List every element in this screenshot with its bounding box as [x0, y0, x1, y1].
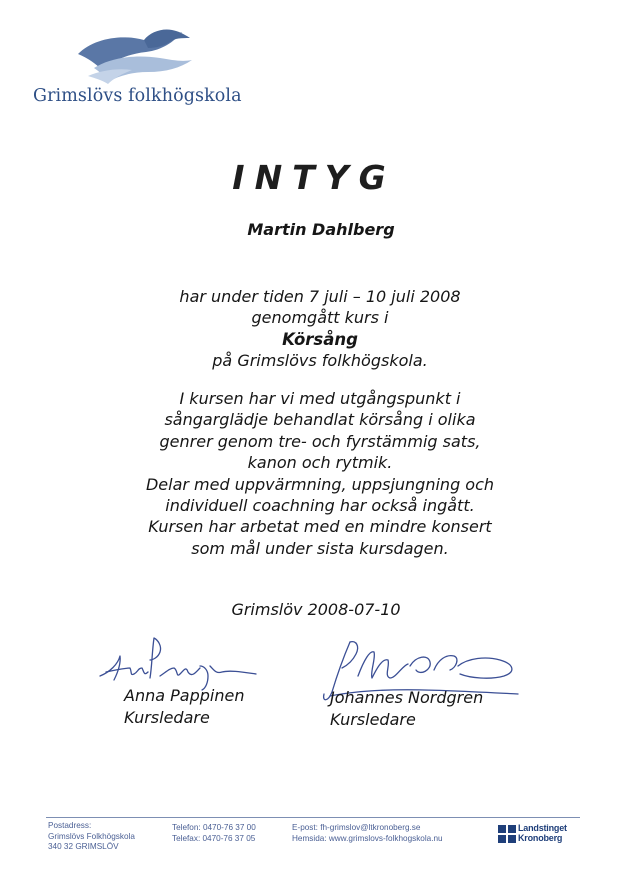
address-line-1: Grimslövs Folkhögskola	[48, 831, 135, 841]
description-line: sångarglädje behandlat körsång i olika	[164, 410, 476, 430]
county-logo-line-2: Kronoberg	[518, 832, 563, 843]
signatory-2-name: Johannes Nordgren	[330, 688, 484, 707]
intro-line: genomgått kurs i	[251, 308, 389, 328]
certificate-title: INTYG	[232, 158, 396, 197]
description-line: som mål under sista kursdagen.	[191, 538, 449, 558]
school-name: Grimslövs folkhögskola	[33, 86, 242, 106]
course-name: Körsång	[282, 329, 358, 349]
description-line: kanon och rytmik.	[247, 453, 393, 473]
signature-1-scribble	[96, 632, 266, 694]
email-address: E-post: fh-grimslov@ltkronoberg.se	[292, 823, 421, 832]
description-line: individuell coachning har också ingått.	[165, 496, 475, 516]
location-line: på Grimslövs folkhögskola.	[212, 351, 428, 371]
description-line: I kursen har vi med utgångspunkt i	[179, 389, 461, 408]
signatory-1-name: Anna Pappinen	[124, 686, 245, 705]
swan-bird-logo-icon	[74, 24, 198, 86]
course-description	[0, 388, 620, 559]
footer-address	[48, 821, 135, 853]
address-line-2: 340 32 GRIMSLÖV	[48, 842, 119, 852]
website-address: Hemsida: www.grimslovs-folkhogskola.nu	[292, 833, 443, 843]
intro-line: har under tiden 7 juli – 10 juli 2008	[179, 287, 461, 306]
phone-number: Telefon: 0470-76 37 00	[172, 823, 256, 832]
description-line: Kursen har arbetat med en mindre konsert	[148, 517, 492, 537]
county-grid-icon	[498, 825, 516, 843]
address-label: Postadress:	[48, 821, 92, 830]
logo-bird-head	[144, 29, 190, 48]
county-logo-text	[518, 824, 567, 843]
footer-contact-block	[292, 823, 443, 844]
signatory-1-role: Kursledare	[124, 708, 210, 727]
description-line: genrer genom tre- och fyrstämmig sats,	[159, 431, 481, 451]
footer-divider	[46, 817, 580, 818]
county-logo-line-1: Landstinget	[518, 823, 567, 833]
fax-number: Telefax: 0470-76 37 05	[172, 833, 256, 843]
signatory-2-role: Kursledare	[330, 710, 416, 729]
place-date: Grimslöv 2008-07-10	[231, 600, 401, 619]
description-line: Delar med uppvärmning, uppsjungning och	[145, 474, 495, 494]
recipient-name: Martin Dahlberg	[247, 220, 395, 239]
course-period-paragraph	[0, 286, 620, 372]
footer-phone-block	[172, 823, 256, 844]
landstinget-kronoberg-logo	[498, 823, 582, 847]
logo-wave-light-2	[88, 69, 132, 84]
